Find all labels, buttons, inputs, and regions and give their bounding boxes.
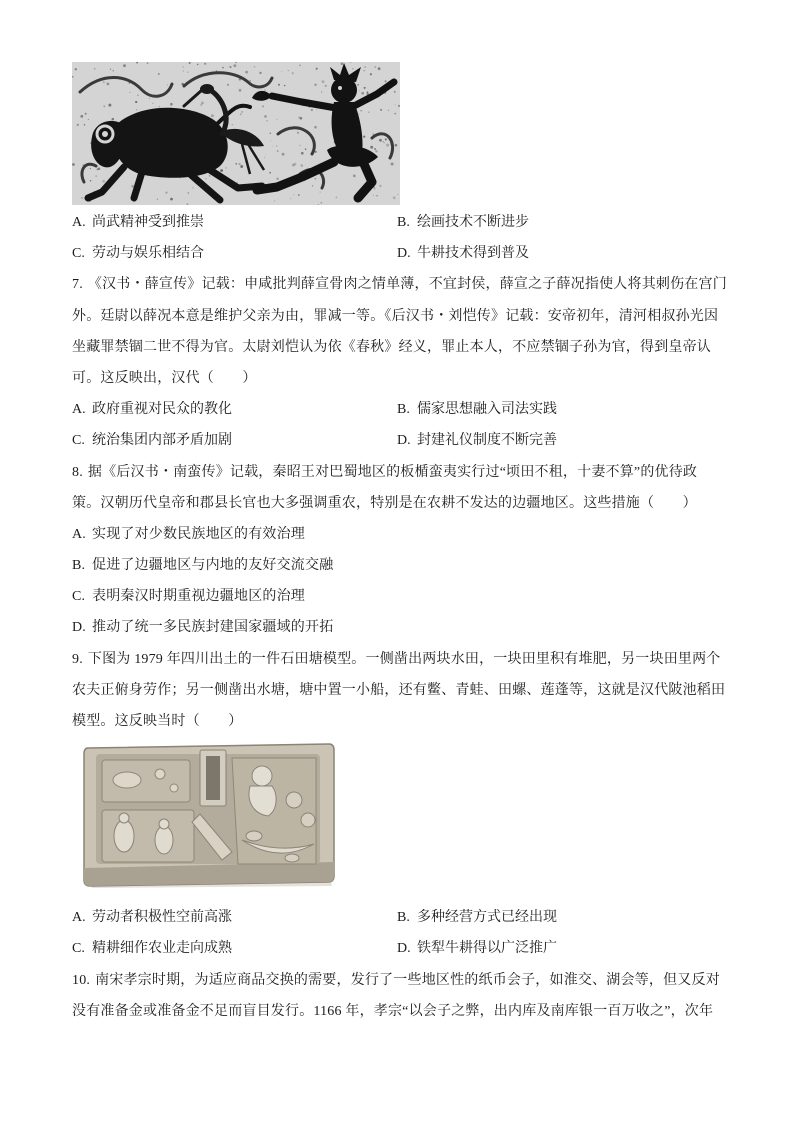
relief-speck (386, 144, 389, 147)
relief-speck (376, 195, 377, 196)
option-text: 铁犁牛耕得以广泛推广 (417, 941, 557, 957)
relief-speck (360, 110, 361, 111)
option-label: C. (72, 941, 85, 957)
relief-speck (90, 168, 91, 169)
relief-speck (384, 142, 385, 143)
relief-speck (233, 64, 236, 67)
q10-stem-line (72, 965, 732, 996)
relief-speck (359, 90, 360, 91)
relief-speck (367, 91, 369, 93)
q7-stem-line: 坐藏罪禁锢二世不得为官。太尉刘恺认为依《春秋》经义，罪止本人，不应禁锢子孙为官，得到皇帝认 (72, 339, 711, 355)
relief-speck (183, 66, 184, 67)
farmer-head (159, 819, 169, 829)
relief-speck (316, 68, 318, 70)
relief-speck (88, 119, 89, 120)
relief-speck (361, 92, 364, 95)
option-a[interactable] (72, 207, 397, 238)
q8-stem-line (72, 457, 732, 488)
relief-speck (274, 200, 275, 201)
option-label: A. (72, 910, 86, 926)
relief-speck (394, 91, 396, 93)
relief-speck (391, 163, 394, 166)
relief-speck (230, 66, 232, 68)
option-label: D. (397, 433, 411, 449)
relief-speck (240, 113, 242, 115)
option-text: 劳动者积极性空前高涨 (92, 910, 232, 926)
relief-speck (314, 84, 316, 86)
relief-speck (270, 140, 271, 141)
relief-rubbing-image (72, 62, 400, 205)
relief-speck (167, 84, 168, 85)
relief-speck (102, 180, 105, 183)
relief-speck (364, 66, 366, 68)
relief-speck (314, 126, 317, 129)
relief-speck (254, 66, 256, 68)
relief-speck (81, 197, 82, 198)
relief-speck (301, 164, 304, 167)
option-d[interactable] (397, 238, 722, 269)
relief-speck (282, 153, 285, 156)
relief-speck (259, 72, 261, 74)
q7-stem-line: 可。这反映出，汉代（ ） (72, 370, 257, 386)
option-text: 促进了边疆地区与内地的友好交流交融 (92, 558, 334, 574)
relief-speck (85, 113, 87, 115)
q9-stem-line: 农夫正俯身劳作；另一侧凿出水塘，塘中置一小船，还有鳖、青蛙、田螺、莲蓬等，这就是汉代陂池稻田 (72, 682, 726, 698)
relief-speck (276, 145, 277, 146)
option-text: 尚武精神受到推崇 (92, 215, 204, 230)
relief-speck (297, 132, 299, 134)
relief-speck (277, 150, 279, 152)
option-text: 统治集团内部矛盾加剧 (92, 433, 232, 449)
q7-stem-text: 《汉书・薛宣传》记载：申咸批判薛宣骨肉之情单薄，不宜封侯，薛宣之子薛况指使人将其刺伤在宫门 (87, 277, 727, 293)
option-label: B. (397, 215, 410, 230)
option-text: 牛耕技术得到普及 (417, 246, 529, 262)
option-label: C. (72, 589, 86, 605)
dancer-head (331, 77, 357, 103)
option-text: 实现了对少数民族地区的有效治理 (92, 526, 305, 542)
relief-speck (262, 105, 264, 107)
relief-speck (108, 104, 111, 107)
relief-speck (312, 185, 313, 186)
relief-speck (374, 66, 376, 68)
option-text: 绘画技术不断进步 (417, 215, 529, 230)
q7-option-a[interactable] (72, 394, 397, 425)
relief-speck (72, 163, 75, 166)
q9-option-b[interactable] (397, 902, 722, 933)
relief-speck (374, 148, 376, 150)
relief-speck (383, 141, 384, 142)
relief-speck (320, 202, 322, 204)
option-label: D. (397, 941, 411, 957)
relief-speck (266, 120, 268, 122)
relief-speck (149, 98, 150, 99)
relief-speck (292, 72, 294, 74)
relief-speck (123, 64, 126, 67)
q9-stem-text: 下图为 1979 年四川出土的一件石田塘模型。一侧凿出两块水田，一块田里积有堆肥，另一块田里两个 (87, 651, 721, 667)
lotus-pod (301, 813, 315, 827)
page-content (72, 62, 732, 1027)
relief-speck (187, 71, 188, 72)
relief-speck (370, 73, 372, 75)
q10-stem-line: 没有准备金或准备金不足而盲目发行。1166 年，孝宗“以会子之弊，出内库及南库银一百万收之”，次年 (72, 1003, 714, 1019)
relief-speck (205, 178, 206, 179)
lotus-pod (286, 792, 302, 808)
relief-speck (368, 111, 370, 113)
relief-speck (393, 196, 396, 199)
relief-speck (363, 136, 365, 138)
relief-speck (276, 119, 277, 120)
relief-speck (364, 87, 366, 89)
relief-speck (298, 117, 300, 119)
relief-speck (395, 104, 396, 105)
relief-speck (380, 109, 382, 111)
relief-speck (301, 152, 304, 155)
option-label: B. (397, 402, 410, 418)
option-label: B. (72, 558, 86, 574)
relief-speck (397, 194, 398, 195)
relief-speck (264, 115, 267, 118)
relief-speck (112, 70, 113, 71)
q7-stem-line: 外。廷尉以薛况本意是维护父亲为由，罪减一等。《后汉书・刘恺传》记载：安帝初年，清河相叔孙光因 (72, 308, 719, 324)
q8-stem-text: 据《后汉书・南蛮传》记载，秦昭王对巴蜀地区的板楯蛮夷实行过“顷田不租，十妻不算”的优待政 (87, 464, 698, 480)
q7-number: 7. (72, 277, 83, 293)
relief-speck (353, 175, 356, 178)
relief-speck (197, 64, 199, 66)
relief-speck (290, 198, 291, 199)
q7-option-d[interactable] (397, 425, 722, 456)
relief-speck (240, 165, 243, 168)
relief-speck (363, 70, 364, 71)
relief-speck (136, 109, 137, 110)
relief-speck (110, 68, 111, 69)
relief-speck (264, 89, 265, 90)
stone-field-model-image (82, 740, 335, 888)
option-label: B. (397, 910, 410, 926)
relief-speck (359, 114, 360, 115)
relief-speck (278, 84, 280, 86)
q10-number: 10. (72, 972, 91, 988)
relief-speck (293, 194, 294, 195)
figure-options-row-1 (72, 207, 732, 238)
farmer-figure (114, 820, 134, 852)
q9-stem-line: 模型。这反映当时（ ） (72, 714, 243, 729)
relief-speck (336, 197, 338, 199)
relief-speck (305, 148, 307, 150)
option-text: 推动了统一多民族封建国家疆域的开拓 (92, 620, 334, 636)
relief-speck (281, 71, 282, 72)
q7-options-row-2 (72, 425, 732, 456)
relief-speck (137, 94, 138, 95)
relief-speck (320, 192, 321, 193)
relief-speck (112, 118, 115, 121)
relief-speck (357, 84, 359, 86)
option-label: C. (72, 433, 85, 449)
relief-speck (103, 81, 105, 83)
q8-option-b[interactable] (72, 550, 732, 581)
relief-speck (250, 80, 251, 81)
relief-speck (395, 144, 398, 147)
option-label: A. (72, 402, 86, 418)
relief-speck (189, 62, 191, 64)
relief-speck (238, 163, 240, 165)
relief-speck (135, 101, 137, 103)
q8-option-d[interactable] (72, 612, 732, 643)
relief-speck (373, 195, 374, 196)
option-c[interactable] (72, 238, 397, 269)
relief-speck (322, 80, 325, 83)
relief-speck (272, 146, 273, 147)
q9-option-a[interactable] (72, 902, 397, 933)
relief-speck (379, 139, 382, 142)
option-text: 劳动与娱乐相结合 (92, 246, 204, 262)
relief-speck (75, 68, 77, 70)
relief-speck (321, 92, 322, 93)
relief-speck (129, 92, 130, 93)
option-label: C. (72, 246, 85, 262)
q7-option-c[interactable] (72, 425, 397, 456)
relief-speck (269, 132, 271, 134)
relief-speck (157, 199, 158, 200)
relief-speck (352, 68, 354, 70)
relief-speck (90, 180, 92, 182)
relief-speck (316, 109, 317, 110)
relief-speck (375, 150, 377, 152)
relief-speck (299, 64, 301, 66)
relief-speck (265, 155, 266, 156)
relief-speck (170, 198, 173, 201)
option-text: 封建礼仪制度不断完善 (417, 433, 557, 449)
q7-stem-line (72, 269, 732, 300)
farmer-figure (155, 826, 173, 854)
q8-option-a[interactable] (72, 519, 732, 550)
relief-speck (220, 169, 223, 172)
relief-speck (90, 143, 91, 144)
relief-speck (298, 194, 300, 196)
option-label: A. (72, 526, 87, 542)
relief-speck (276, 178, 278, 180)
relief-speck (341, 62, 344, 64)
q9-option-d[interactable] (397, 933, 722, 964)
q7-option-b[interactable] (397, 394, 722, 425)
turtle-figure (285, 854, 299, 862)
farmer-head (119, 813, 129, 823)
option-b[interactable] (397, 207, 722, 238)
relief-speck (94, 68, 96, 70)
relief-speck (235, 163, 237, 165)
q7-options-row-1 (72, 394, 732, 425)
relief-speck (269, 172, 271, 174)
relief-speck (379, 185, 381, 187)
relief-speck (229, 66, 230, 67)
relief-speck (158, 73, 160, 75)
sluice-slot (206, 756, 220, 800)
compost-mound (113, 772, 141, 788)
relief-speck (314, 178, 316, 180)
relief-speck (299, 145, 300, 146)
q8-stem-line: 策。汉朝历代皇帝和郡县长官也大多强调重农，特别是在农耕不发达的边疆地区。这些措施（ ） (72, 495, 697, 511)
relief-speck (378, 67, 381, 70)
relief-speck (204, 63, 206, 65)
relief-speck (241, 111, 243, 113)
q9-options-row-1 (72, 902, 732, 933)
relief-speck (131, 185, 134, 188)
relief-speck (103, 105, 105, 107)
relief-speck (200, 104, 202, 106)
relief-speck (385, 80, 387, 82)
relief-speck (97, 169, 99, 171)
compost-heap (155, 769, 165, 779)
relief-speck (227, 84, 229, 86)
q9-number: 9. (72, 651, 83, 667)
relief-speck (159, 106, 161, 108)
q8-option-c[interactable] (72, 581, 732, 612)
relief-speck (187, 192, 189, 194)
relief-speck (211, 114, 214, 117)
option-text: 多种经营方式已经出现 (417, 910, 557, 926)
option-text: 儒家思想融入司法实践 (417, 402, 557, 418)
relief-speck (222, 67, 224, 69)
relief-speck (72, 76, 74, 78)
relief-speck (170, 103, 173, 106)
option-text: 表明秦汉时期重视边疆地区的治理 (92, 589, 305, 605)
option-label: A. (72, 215, 86, 230)
pond-figure-head (252, 766, 272, 786)
relief-speck (284, 85, 286, 87)
relief-speck (264, 157, 265, 158)
bull-horn-center (102, 131, 108, 137)
compost-heap (170, 784, 178, 792)
relief-speck (385, 138, 387, 140)
option-label: D. (72, 620, 87, 636)
relief-speck (370, 146, 373, 149)
relief-speck (311, 109, 313, 111)
relief-speck (398, 105, 400, 107)
option-text: 政府重视对民众的教化 (92, 402, 232, 418)
q10-stem-text: 南宋孝宗时期，为适应商品交换的需要，发行了一些地区性的纸币会子，如淮交、湖会等，但又反对 (95, 972, 720, 988)
relief-speck (288, 70, 289, 71)
q9-stem-line (72, 644, 732, 675)
relief-speck (232, 124, 233, 125)
relief-speck (239, 89, 242, 92)
q8-number: 8. (72, 464, 83, 480)
relief-speck (209, 175, 210, 176)
relief-speck (77, 124, 79, 126)
relief-speck (147, 62, 149, 64)
relief-speck (95, 175, 97, 177)
relief-speck (84, 124, 86, 126)
relief-speck (388, 110, 389, 111)
option-label: D. (397, 246, 411, 262)
relief-speck (394, 113, 396, 115)
q9-option-c[interactable] (72, 933, 397, 964)
relief-speck (152, 103, 153, 104)
relief-speck (165, 192, 167, 194)
dancer-eye (338, 86, 342, 90)
relief-speck (325, 85, 327, 87)
relief-speck (80, 115, 83, 118)
relief-speck (183, 70, 184, 71)
relief-speck (192, 187, 193, 188)
option-text: 精耕细作农业走向成熟 (92, 941, 232, 957)
relief-speck (245, 71, 248, 74)
figure-options-row-2 (72, 238, 732, 269)
relief-speck (292, 164, 295, 167)
relief-speck (107, 83, 110, 86)
frog-figure (246, 831, 262, 841)
q9-options-row-2 (72, 933, 732, 964)
relief-speck (225, 167, 226, 168)
